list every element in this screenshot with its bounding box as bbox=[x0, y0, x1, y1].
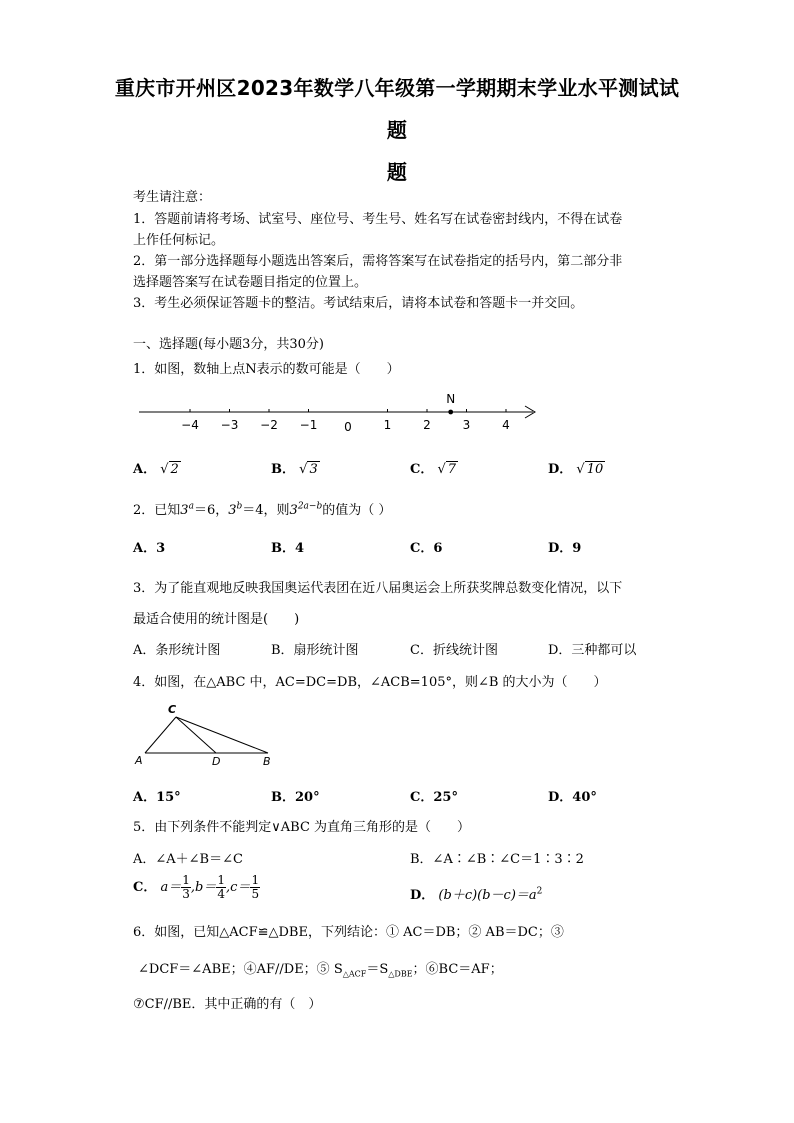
notice-heading: 考生请注意： bbox=[133, 190, 212, 205]
q2-option-c[interactable]: C．6 bbox=[410, 541, 443, 556]
edge-cd bbox=[176, 717, 216, 753]
q3-option-d[interactable]: D．三种都可以 bbox=[548, 643, 637, 658]
label-b: B bbox=[263, 755, 271, 768]
q1-option-d-label: D． bbox=[548, 462, 573, 477]
question-6-line-2: ∠DCF＝∠ABE；④AF//DE；⑤ $S_{\triangle ACF}=S_{\triangle DBE}$；⑥BC＝AF； bbox=[138, 962, 503, 979]
number-line-tick-label: −4 bbox=[181, 418, 199, 432]
q1-option-c-label: C． bbox=[410, 462, 434, 477]
q5-option-b[interactable]: B．∠A∶∠B∶∠C＝1∶3∶2 bbox=[410, 852, 584, 867]
q1-option-a-label: A． bbox=[133, 462, 157, 477]
q3-option-b[interactable]: B．扇形统计图 bbox=[271, 643, 359, 658]
question-5-stem: 5．由下列条件不能判定∨ABC 为直角三角形的是（ ） bbox=[133, 820, 471, 835]
q1-option-c-value: 7 bbox=[447, 462, 457, 477]
q4-option-b[interactable]: B．20° bbox=[271, 790, 320, 805]
number-line-tick-label: 3 bbox=[462, 418, 471, 432]
question-4-stem: 4．如图，在△ABC 中，AC=DC=DB，∠ACB=105°，则∠B 的大小为（ ） bbox=[133, 675, 607, 690]
q1-option-d-value: 10 bbox=[586, 462, 604, 477]
question-6-line-1: 6．如图，已知△ACF≌△DBE，下列结论：① AC＝DB；② AB＝DC；③ bbox=[133, 925, 564, 940]
number-line-tick-label: 1 bbox=[383, 418, 392, 432]
q3-option-c[interactable]: C．折线统计图 bbox=[410, 643, 498, 658]
exam-title-line-1: 重庆市开州区2023年数学八年级第一学期期末学业水平测试试 bbox=[114, 76, 680, 100]
q1-option-b[interactable]: B． √ 3 bbox=[271, 462, 318, 477]
number-line-tick-label: −2 bbox=[260, 418, 278, 432]
q1-option-a[interactable]: A． √ 2 bbox=[133, 462, 179, 477]
q4-option-a[interactable]: A．15° bbox=[133, 790, 181, 805]
q5-option-d[interactable]: D． $(b+c)(b-c)=a^2$ bbox=[410, 886, 543, 903]
q2-option-d[interactable]: D．9 bbox=[548, 541, 582, 556]
q1-option-b-value: 3 bbox=[309, 462, 318, 477]
notice-item-1a: 1．答题前请将考场、试室号、座位号、考生号、姓名写在试卷密封线内，不得在试卷 bbox=[133, 212, 623, 227]
number-line-tick-label: −1 bbox=[299, 418, 318, 432]
label-d: D bbox=[212, 755, 221, 768]
point-n bbox=[448, 410, 453, 415]
number-line-tick-label: 0 bbox=[344, 420, 352, 434]
point-n-label: N bbox=[446, 392, 456, 406]
q1-option-d[interactable]: D． √ 10 bbox=[548, 462, 604, 477]
number-line-tick-label: 2 bbox=[423, 418, 431, 432]
question-3-stem-b: 最适合使用的统计图是( ) bbox=[133, 612, 300, 627]
label-a: A bbox=[135, 754, 143, 767]
notice-item-2b: 选择题答案写在试卷题目指定的位置上。 bbox=[133, 275, 368, 290]
edge-ac bbox=[145, 717, 176, 753]
notice-item-3: 3．考生必须保证答题卡的整洁。考试结束后，请将本试卷和答题卡一并交回。 bbox=[133, 296, 584, 311]
q5-option-a[interactable]: A．∠A＋∠B＝∠C bbox=[133, 852, 243, 867]
exam-title-line-2: 题 bbox=[386, 118, 408, 142]
exam-title-line-3: 题 bbox=[386, 160, 408, 184]
number-line-figure bbox=[133, 386, 553, 438]
question-3-stem-a: 3．为了能直观地反映我国奥运代表团在近八届奥运会上所获奖牌总数变化情况，以下 bbox=[133, 581, 623, 596]
q4-option-d[interactable]: D．40° bbox=[548, 790, 597, 805]
q1-option-c[interactable]: C． √ 7 bbox=[410, 462, 457, 477]
question-6-line-3: ⑦CF//BE．其中正确的有（ ） bbox=[133, 997, 322, 1012]
number-line-tick-label: −3 bbox=[220, 418, 239, 432]
triangle-figure bbox=[133, 700, 283, 772]
q1-option-a-value: 2 bbox=[170, 462, 179, 477]
question-2-stem: 2．已知$3^a=6$，$3^b=4$，则$3^{2a-b}$的值为（ ） bbox=[133, 501, 392, 518]
q4-option-c[interactable]: C．25° bbox=[410, 790, 458, 805]
q2-option-a[interactable]: A．3 bbox=[133, 541, 166, 556]
q3-option-a[interactable]: A．条形统计图 bbox=[133, 643, 221, 658]
q1-option-b-label: B． bbox=[271, 462, 295, 477]
label-c: C bbox=[168, 703, 177, 716]
q5-option-c[interactable]: C． a＝ $\frac{1}{3}$ ,b＝ $\frac{1}{4}$ ,c＝ $\frac{1}{5}$ bbox=[133, 873, 260, 901]
edge-cb bbox=[176, 717, 268, 753]
number-line-tick-label: 4 bbox=[502, 418, 510, 432]
section-heading: 一、选择题(每小题3分，共30分) bbox=[133, 337, 324, 352]
notice-item-1b: 上作任何标记。 bbox=[133, 233, 225, 248]
q2-option-b[interactable]: B．4 bbox=[271, 541, 305, 556]
notice-item-2a: 2．第一部分选择题每小题选出答案后，需将答案写在试卷指定的括号内，第二部分非 bbox=[133, 254, 623, 269]
question-1-stem: 1．如图，数轴上点N表示的数可能是（ ） bbox=[133, 362, 400, 377]
